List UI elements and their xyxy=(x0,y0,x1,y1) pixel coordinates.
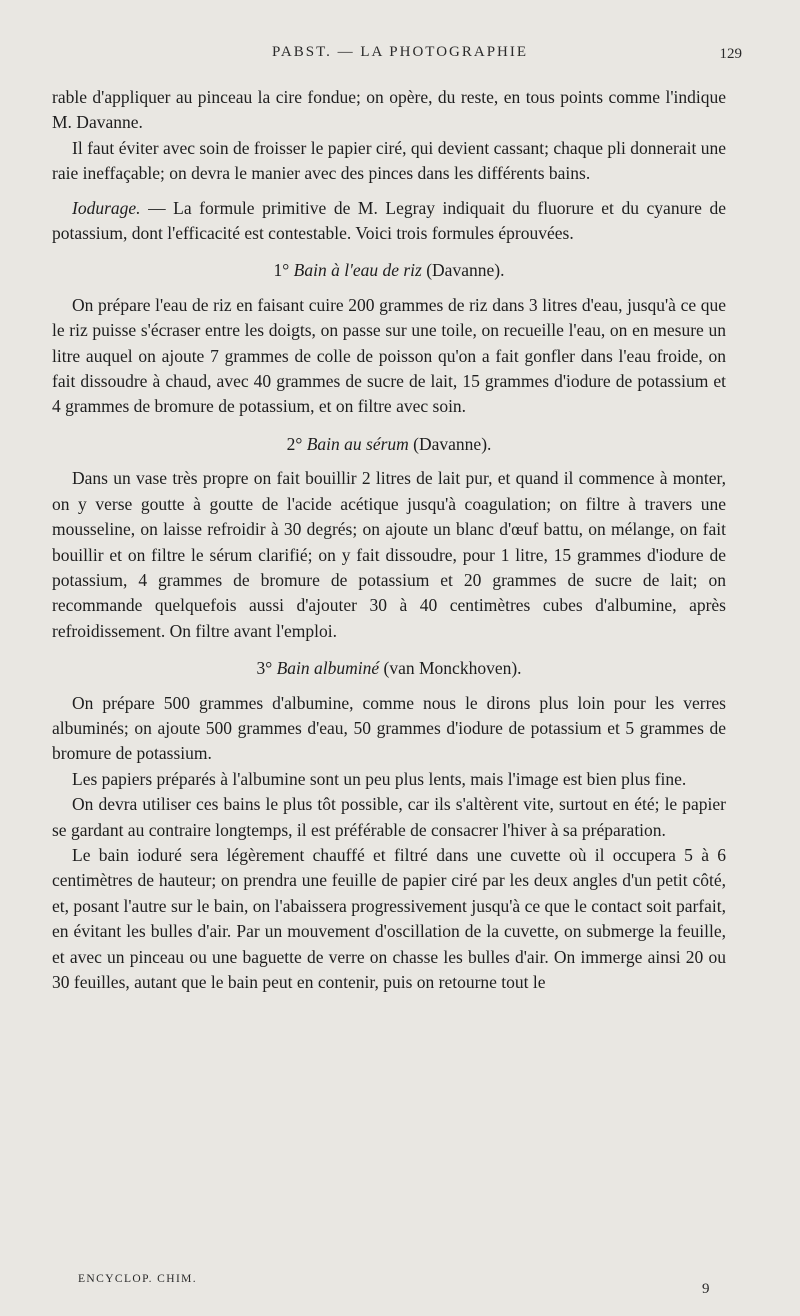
recipe-title: Bain albuminé xyxy=(276,658,380,679)
recipe-number: 2° xyxy=(286,433,307,454)
recipe-heading-serum xyxy=(52,432,726,457)
recipe-title: Bain au sérum xyxy=(306,433,409,454)
page-body xyxy=(52,85,726,995)
printer-signature: ENCYCLOP. CHIM. xyxy=(78,1273,198,1285)
paragraph-rice-water-recipe: On prépare l'eau de riz en faisant cuire 200 grammes de riz dans 3 litres d'eau, jusqu'à ce que le riz puisse s'écraser entre les doigts, on passe sur une toile, on recueille l'eau, on en mesure un litre auquel on ajoute 7 grammes de colle de poisson qu'on a fait gonfler dans l'eau froide, on fait dissoudre à chaud, avec 40 grammes de sucre de lait, 15 grammes d'iodure de potassium et 4 grammes de bromure de potassium, et on filtre avec soin. xyxy=(52,294,726,417)
recipe-heading-albumin xyxy=(52,656,726,681)
paragraph-albumin-recipe: On prépare 500 grammes d'albumine, comme nous le dirons plus loin pour les verres albuminés; on ajoute 500 grammes d'eau, 50 grammes d'iodure de potassium et 5 grammes de bromure de potassium. xyxy=(52,692,726,764)
recipe-heading-rice-water xyxy=(52,258,726,283)
section-label-iodurage: Iodurage. xyxy=(72,197,141,218)
page-footer xyxy=(0,1273,800,1303)
paragraph-albumin-papers: Les papiers préparés à l'albumine sont un peu plus lents, mais l'image est bien plus fine. xyxy=(72,768,687,789)
recipe-number: 1° xyxy=(273,260,294,281)
paragraph-serum-recipe: Dans un vase très propre on fait bouillir 2 litres de lait pur, et quand il commence à monter, on y verse goutte à goutte de l'acide acétique jusqu'à coagulation; on filtre à travers une mousseline, on laisse refroidir à 30 degrés; on ajoute un blanc d'œuf battu, on mélange, on fait bouillir et on filtre le sérum clarifié; on y fait dissoudre, pour 1 litre, 15 grammes d'iodure de potassium, 4 grammes de bromure de potassium et 20 grammes de sucre de lait; on recommande quelquefois aussi d'ajouter 30 à 40 centimètres cubes d'albumine, après refroidissement. On filtre avant l'emploi. xyxy=(52,468,726,641)
page-number: 129 xyxy=(719,46,742,62)
recipe-author: (van Monckhoven). xyxy=(379,658,522,679)
recipe-title: Bain à l'eau de riz xyxy=(293,260,422,281)
page-header xyxy=(0,44,800,68)
paragraph-bath-usage: On devra utiliser ces bains le plus tôt possible, car ils s'altèrent vite, surtout en été; le papier se gardant au contraire longtemps, il est préférable de consacrer l'hiver à sa préparation. xyxy=(52,794,726,840)
signature-number: 9 xyxy=(702,1281,710,1297)
recipe-author: (Davanne). xyxy=(408,433,492,454)
recipe-author: (Davanne). xyxy=(421,260,505,281)
running-title: PABST. — LA PHOTOGRAPHIE xyxy=(271,44,529,60)
paragraph-iodurage xyxy=(52,196,726,247)
recipe-number: 3° xyxy=(256,658,277,679)
paragraph-waxed-paper-handling: Il faut éviter avec soin de froisser le papier ciré, qui devient cassant; chaque pli donnerait une raie ineffaçable; on devra le manier avec des pinces dans les différents bains. xyxy=(52,137,726,184)
paragraph-iodized-bath-procedure: Le bain ioduré sera légèrement chauffé et filtré dans une cuvette où il occupera 5 à 6 centimètres de hauteur; on prendra une feuille de papier ciré par les deux angles d'un petit côté, et, posant l'autre sur le bain, on l'abaissera progressivement jusqu'à ce que le contact soit parfait, en évitant les bulles d'air. Par un mouvement d'oscillation de la cuvette, on submerge la feuille, et avec un pinceau ou une baguette de verre on chasse les bulles d'air. On immerge ainsi 20 ou 30 feuilles, autant que le bain peut en contenir, puis on retourne tout le xyxy=(52,844,726,992)
iodurage-text: — La formule primitive de M. Legray indiquait du fluorure et du cyanure de potassium, dont l'efficacité est contestable. Voici trois formules éprouvées. xyxy=(52,197,726,244)
paragraph-continuation: rable d'appliquer au pinceau la cire fondue; on opère, du reste, en tous points comme l'indique M. Davanne. xyxy=(52,87,726,133)
